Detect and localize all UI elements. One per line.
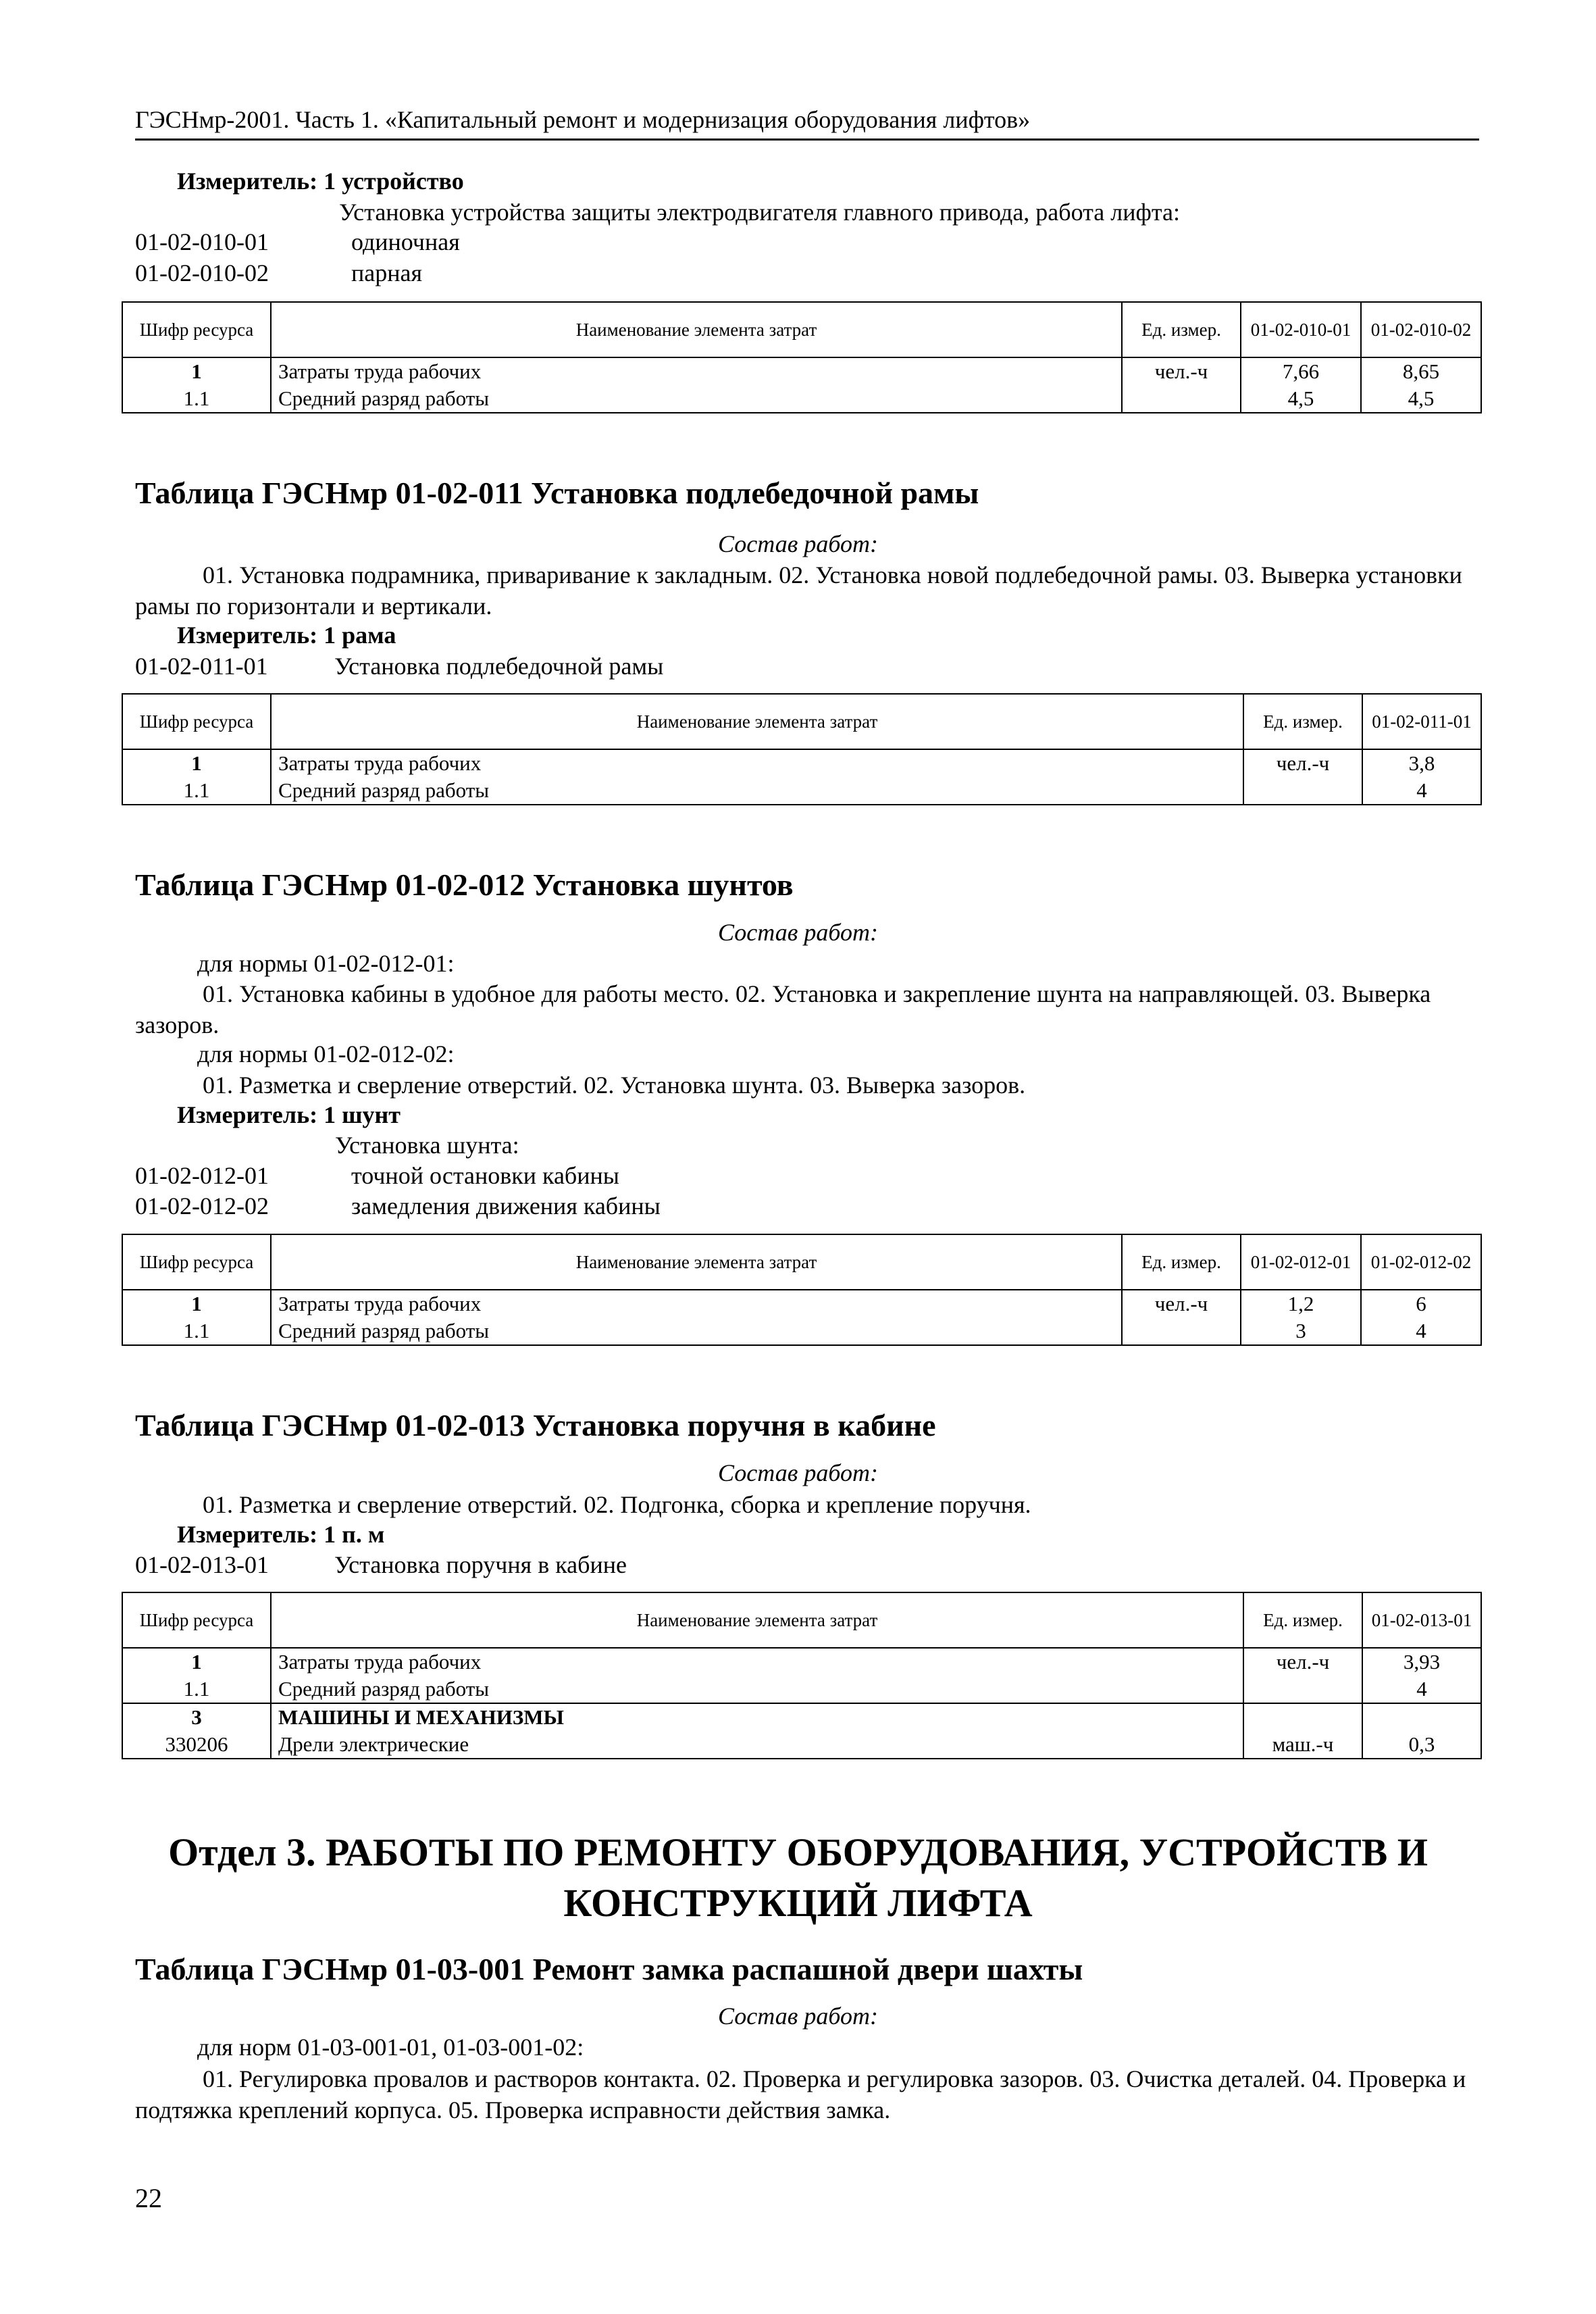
cell-value: 6 [1361,1290,1481,1317]
section-title-line2: КОНСТРУКЦИЙ ЛИФТА [563,1881,1033,1925]
table-row [122,777,1481,805]
col-header-norm: 01-02-012-01 [1241,1234,1361,1290]
table-row [122,1317,1481,1345]
cell-name: Дрели электрические [271,1731,1243,1759]
table-title: Таблица ГЭСНмр 01-02-013 Установка поручня в кабине [135,1408,936,1442]
cell-value: 1,2 [1241,1290,1361,1317]
cell-unit [1243,1676,1362,1703]
col-header-unit: Ед. измер. [1243,694,1362,749]
work-composition-text: 01. Установка кабины в удобное для работы место. 02. Установка и закрепление шунта на направляющей. 03. Выверка зазоров. [135,980,1431,1038]
table-row [122,357,1481,385]
col-header-name: Наименование элемента затрат [271,1234,1122,1290]
cell-name: Средний разряд работы [271,1317,1122,1345]
cell-name: Средний разряд работы [271,1676,1243,1703]
cell-value: 3,8 [1362,749,1481,777]
cell-value: 7,66 [1241,357,1361,385]
col-header-norm: 01-02-013-01 [1362,1592,1481,1648]
norm-name: Установка подлебедочной рамы [334,653,664,680]
cell-name: МАШИНЫ И МЕХАНИЗМЫ [271,1703,1243,1731]
cell-code: 1.1 [122,777,271,805]
norm-code: 01-02-010-01 [135,228,269,255]
table-row [122,1648,1481,1676]
cell-name: Средний разряд работы [271,777,1243,805]
norm-name: парная [351,259,423,286]
norm-reference: для норм 01-03-001-01, 01-03-001-02: [197,2034,584,2061]
cell-unit: чел.-ч [1122,1290,1241,1317]
table-row [122,385,1481,413]
cell-value: 4,5 [1241,385,1361,413]
meter-label: Измеритель: 1 п. м [177,1521,385,1548]
page-number: 22 [135,2183,162,2213]
col-header-norm: 01-02-010-01 [1241,302,1361,357]
table-row [122,1703,1481,1731]
col-header-code: Шифр ресурса [122,1234,271,1290]
cell-unit: маш.-ч [1243,1731,1362,1759]
cell-unit [1122,385,1241,413]
cell-unit [1243,1703,1362,1731]
norm-code: 01-02-012-01 [135,1162,269,1189]
cell-code: 1 [122,1290,271,1317]
resource-table [122,1234,1482,1346]
cell-code: 1 [122,1648,271,1676]
cell-unit: чел.-ч [1122,357,1241,385]
col-header-norm: 01-02-010-02 [1361,302,1481,357]
norm-name: Установка поручня в кабине [334,1551,627,1578]
cell-unit: чел.-ч [1243,1648,1362,1676]
norm-code: 01-02-010-02 [135,259,269,286]
norm-code: 01-02-013-01 [135,1551,269,1578]
cell-value: 4 [1362,777,1481,805]
cell-value: 3 [1241,1317,1361,1345]
running-header: ГЭСНмр-2001. Часть 1. «Капитальный ремонт и модернизация оборудования лифтов» [135,105,1479,141]
col-header-norm: 01-02-011-01 [1362,694,1481,749]
table-title: Таблица ГЭСНмр 01-03-001 Ремонт замка распашной двери шахты [135,1952,1083,1986]
cell-value [1362,1703,1481,1731]
section-title-line1: Отдел 3. РАБОТЫ ПО РЕМОНТУ ОБОРУДОВАНИЯ, УСТРОЙСТВ И [168,1830,1428,1874]
resource-table [122,693,1482,805]
table-title: Таблица ГЭСНмр 01-02-012 Установка шунтов [135,867,794,902]
meter-label: Измеритель: 1 шунт [177,1101,401,1128]
cell-value: 3,93 [1362,1648,1481,1676]
cell-code: 1 [122,357,271,385]
cell-name: Затраты труда рабочих [271,1648,1243,1676]
col-header-norm: 01-02-012-02 [1361,1234,1481,1290]
norm-name: точной остановки кабины [351,1162,619,1189]
norm-group-description: Установка устройства защиты электродвигателя главного привода, работа лифта: [339,199,1180,226]
table-row [122,1731,1481,1759]
meter-label: Измеритель: 1 рама [177,622,396,649]
norm-code: 01-02-011-01 [135,653,268,680]
col-header-unit: Ед. измер. [1243,1592,1362,1648]
col-header-name: Наименование элемента затрат [271,1592,1243,1648]
col-header-code: Шифр ресурса [122,694,271,749]
cell-code: 1 [122,749,271,777]
cell-name: Средний разряд работы [271,385,1122,413]
table-title: Таблица ГЭСНмр 01-02-011 Установка подлебедочной рамы [135,476,979,510]
col-header-name: Наименование элемента затрат [271,302,1122,357]
norm-name: одиночная [351,228,460,255]
work-composition-text: 01. Установка подрамника, приваривание к закладным. 02. Установка новой подлебедочной рамы. 03. Выверка установки рамы по горизонтали и вертикали. [135,561,1462,620]
cell-code: 330206 [122,1731,271,1759]
norm-group-description: Установка шунта: [335,1132,519,1159]
norm-reference: для нормы 01-02-012-02: [197,1040,455,1067]
cell-unit: чел.-ч [1243,749,1362,777]
work-composition-label: Состав работ: [718,530,878,557]
norm-code: 01-02-012-02 [135,1192,269,1219]
work-composition-text: 01. Разметка и сверление отверстий. 02. Установка шунта. 03. Выверка зазоров. [203,1072,1026,1099]
cell-value: 8,65 [1361,357,1481,385]
meter-label: Измеритель: 1 устройство [177,168,464,195]
cell-value: 4 [1362,1676,1481,1703]
table-row [122,749,1481,777]
cell-code: 1.1 [122,385,271,413]
cell-value: 4,5 [1361,385,1481,413]
col-header-code: Шифр ресурса [122,302,271,357]
cell-code: 3 [122,1703,271,1731]
cell-code: 1.1 [122,1317,271,1345]
col-header-name: Наименование элемента затрат [271,694,1243,749]
cell-name: Затраты труда рабочих [271,749,1243,777]
cell-unit [1243,777,1362,805]
cell-value: 4 [1361,1317,1481,1345]
col-header-code: Шифр ресурса [122,1592,271,1648]
resource-table [122,301,1482,413]
work-composition-label: Состав работ: [718,1459,878,1486]
table-row [122,1676,1481,1703]
col-header-unit: Ед. измер. [1122,302,1241,357]
cell-unit [1122,1317,1241,1345]
norm-name: замедления движения кабины [351,1192,661,1219]
norm-reference: для нормы 01-02-012-01: [197,950,455,977]
cell-name: Затраты труда рабочих [271,357,1122,385]
work-composition-text: 01. Регулировка провалов и растворов контакта. 02. Проверка и регулировка зазоров. 03. Очистка деталей. 04. Проверка и подтяжка креплений корпуса. 05. Проверка исправности действия замка. [135,2065,1466,2123]
work-composition-label: Состав работ: [718,919,878,946]
work-composition-text: 01. Разметка и сверление отверстий. 02. Подгонка, сборка и крепление поручня. [203,1491,1031,1518]
cell-value: 0,3 [1362,1731,1481,1759]
cell-code: 1.1 [122,1676,271,1703]
cell-name: Затраты труда рабочих [271,1290,1122,1317]
resource-table [122,1592,1482,1759]
col-header-unit: Ед. измер. [1122,1234,1241,1290]
work-composition-label: Состав работ: [718,2003,878,2030]
table-row [122,1290,1481,1317]
